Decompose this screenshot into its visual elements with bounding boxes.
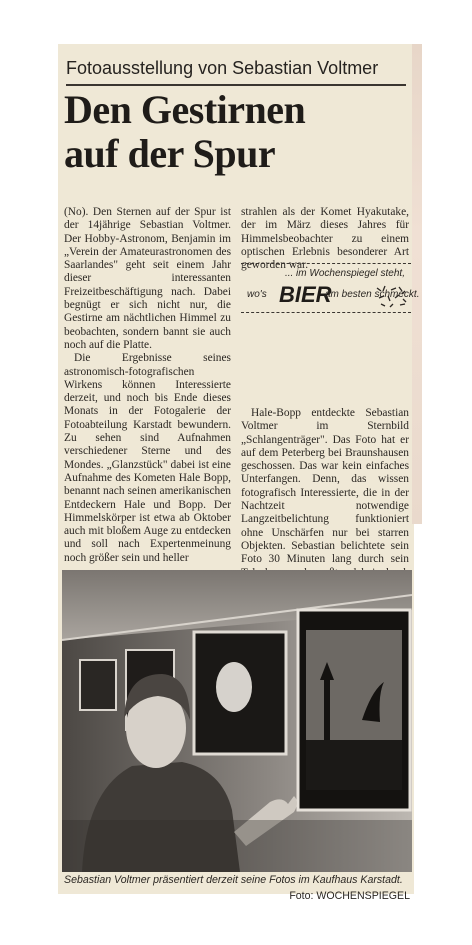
exhibition-photo — [62, 570, 412, 872]
adjacent-page-edge — [412, 44, 422, 524]
wochenspiegel-ad — [241, 263, 420, 313]
paragraph-2: Die Ergebnisse seines astronomisch-fotografischen Wirkens können Interessierte derzeit, und noch bis Ende dieses Monats in der Fotogalerie der Fotoabteilung Karstadt bewundern. Zu sehen sind Aufnahmen verschiedener Sterne und des Mondes. „Glanzstück" dabei ist eine Aufnahme des Kometen Hale Bopp, benannt nach seinen amerikanischen Entdeckern Hale und Bopp. Der Himmelskörper ist etwa ab Oktober auch mit bloßem Auge zu entdecken und soll nach Expertenmeinung noch größer sein und heller — [64, 352, 231, 564]
photo-credit: Foto: WOCHENSPIEGEL — [289, 890, 410, 902]
paragraph-1: (No). Den Sternen auf der Spur ist der 14jährige Sebastian Voltmer. Der Hobby-Astronom, Benjamin im „Verein der Amateurastronomen des Saarlandes" geht seit einem Jahr dieser interessanten Freizeitbeschäftigung nach. Dabei begnügt er sich nicht nur, die Gestirne am nächtlichen Himmel zu beobachten, sondern bannt sie auch noch auf die Platte. — [64, 206, 231, 351]
ad-bier: BIER — [279, 282, 332, 307]
confetti-decoration-icon — [375, 284, 409, 308]
ad-wo: wo's — [247, 289, 267, 300]
frame-small-left — [80, 660, 116, 710]
article-column-left — [64, 206, 231, 565]
ad-line-top: ... im Wochenspiegel steht, — [284, 268, 405, 279]
photo-caption: Sebastian Voltmer präsentiert derzeit seine Fotos im Kaufhaus Karstadt. — [64, 874, 403, 886]
headline-line-2: auf der Spur — [64, 131, 276, 176]
article-headline — [64, 88, 364, 176]
ad-line-rest: am besten schmeckt. — [325, 289, 420, 300]
paragraph-4: Hale-Bopp entdeckte Sebastian Voltmer im Sternbild „Schlangenträger". Das Foto hat er auf dem Peterberg bei Braunshausen geschossen. Das war kein einfaches Unterfangen. Denn, das wissen fotografisch Interessierte, die in der Nachtzeit notwendige Langzeitbelichtung funktioniert ohne Unschärfen nur bei starren Objekten. Sebastian belichtete sein Foto 30 Minuten lang durch sein — [241, 407, 409, 566]
kicker-rule — [66, 84, 406, 86]
paragraph-3: strahlen als der Komet Hyakutake, der im März dieses Jahres für Himmelsbeobachter zu einem optischen Erlebnis besonderer Art geworden war. — [241, 206, 409, 272]
article-kicker: Fotoausstellung von Sebastian Voltmer — [66, 58, 379, 78]
moon-shape — [216, 662, 252, 712]
headline-line-1: Den Gestirnen — [64, 87, 306, 132]
